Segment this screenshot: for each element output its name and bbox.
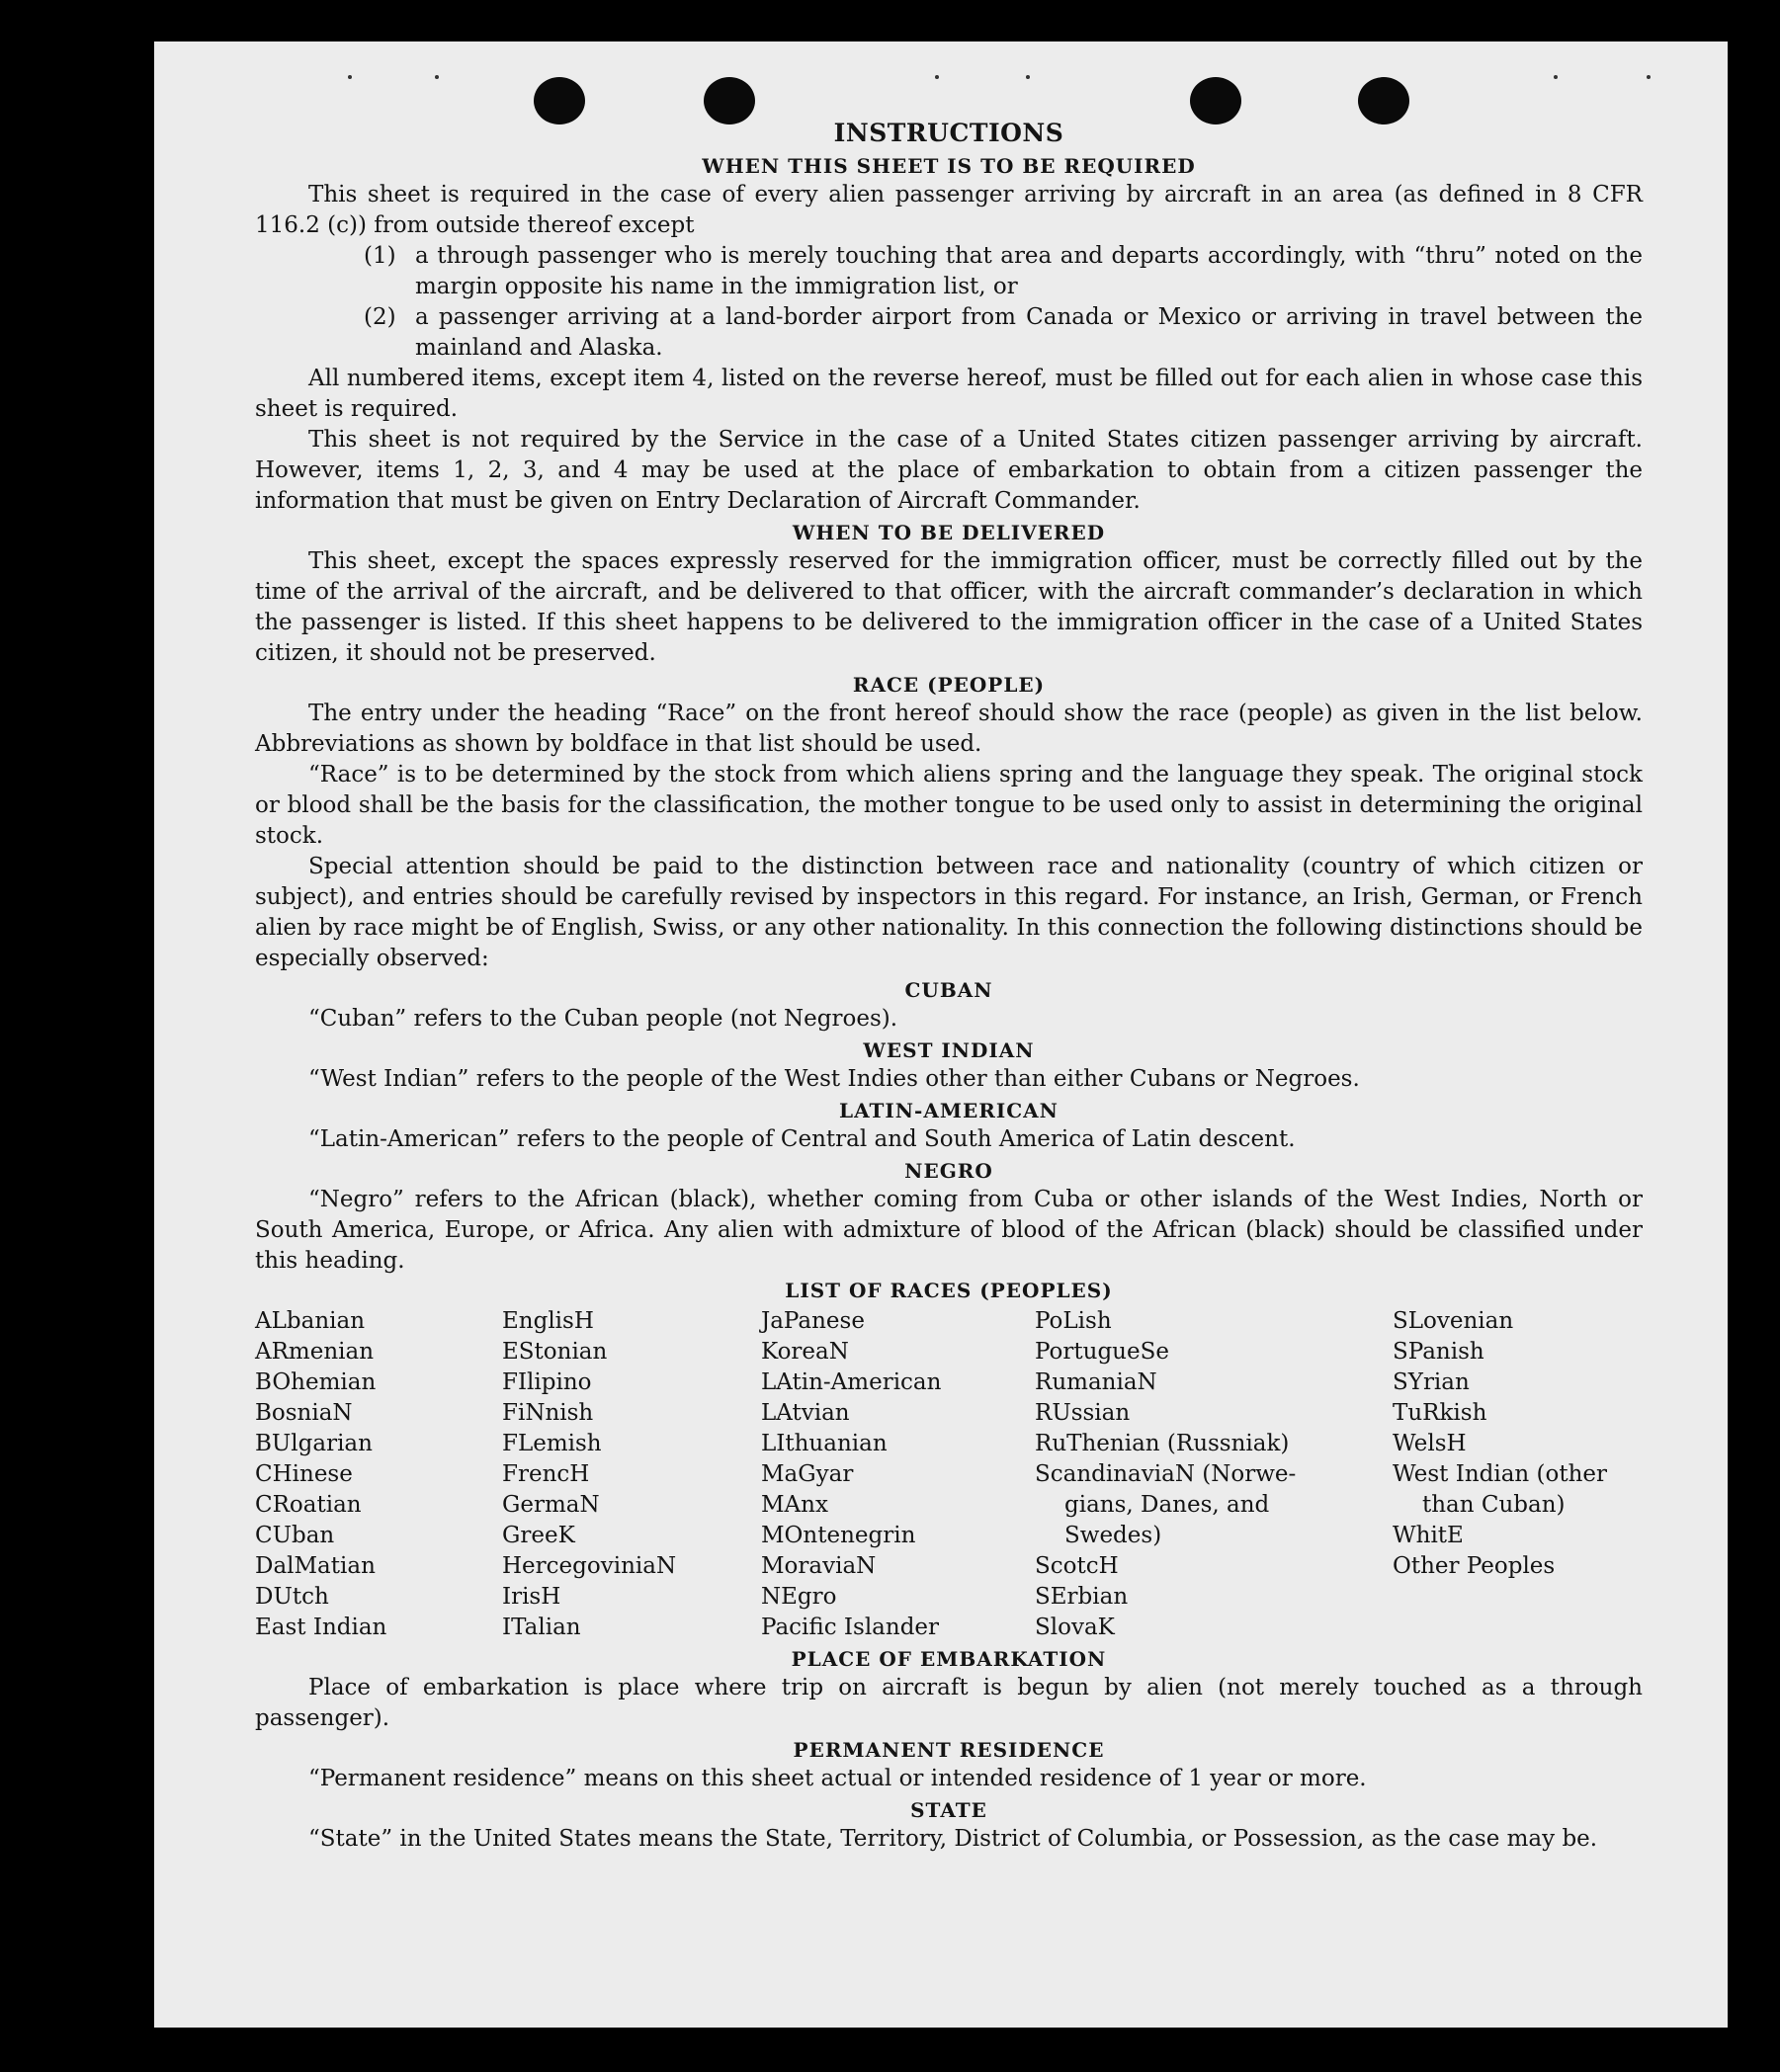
race-entry: PoLish (1035, 1308, 1112, 1334)
race-entry: ALbanian (255, 1308, 366, 1334)
section-heading: PERMANENT RESIDENCE (793, 1738, 1105, 1762)
race-entry: RUssian (1035, 1400, 1131, 1426)
race-entry: GreeK (502, 1523, 575, 1548)
race-entry: FiNnish (502, 1400, 594, 1426)
section-heading: STATE (910, 1798, 987, 1822)
race-entry: BOhemian (255, 1369, 377, 1395)
race-entry: MOntenegrin (761, 1523, 916, 1548)
item-number: (2) (364, 304, 396, 330)
races-column (1393, 1306, 1643, 1643)
race-entry: JaPanese (761, 1308, 865, 1334)
item-text: a passenger arriving at a land-border airport from Canada or Mexico or arriving in travel between the mainland and Alaska. (415, 304, 1643, 361)
races-column (761, 1306, 1035, 1643)
race-entry: RumaniaN (1035, 1369, 1157, 1395)
race-entry: ScandinaviaN (Norwe- (1035, 1461, 1297, 1487)
instructions-text (255, 117, 1643, 1855)
speck (1026, 75, 1030, 79)
race-entry: BUlgarian (255, 1431, 373, 1456)
section-heading: WHEN TO BE DELIVERED (792, 521, 1106, 544)
race-entry: FIlipino (502, 1369, 592, 1395)
paragraph: All numbered items, except item 4, listed on the reverse hereof, must be filled out for each alien in whose case this sheet is required. (255, 366, 1643, 422)
race-entry: CUban (255, 1523, 335, 1548)
speck (435, 75, 439, 79)
race-entry: EStonian (502, 1339, 608, 1365)
race-entry: LAtvian (761, 1400, 850, 1426)
paragraph: “Negro” refers to the African (black), whether coming from Cuba or other islands of the West Indies, North or South America, Europe, or Africa. Any alien with admixture of blood of the African (black) should be classified under this heading. (255, 1187, 1643, 1274)
race-entry: SLovenian (1393, 1308, 1514, 1334)
paragraph: The entry under the heading “Race” on the front hereof should show the race (people) as given in the list below. Abbreviations as shown by boldface in that list should be used. (255, 701, 1643, 757)
speck (348, 75, 352, 79)
race-entry: LIthuanian (761, 1431, 888, 1456)
paragraph: “Permanent residence” means on this sheet actual or intended residence of 1 year or more. (308, 1766, 1367, 1791)
race-entry: ITalian (502, 1615, 581, 1640)
speck (1647, 75, 1651, 79)
paragraph: “Cuban” refers to the Cuban people (not Negroes). (308, 1006, 898, 1032)
race-entry: EnglisH (502, 1308, 594, 1334)
race-entry: DUtch (255, 1584, 329, 1610)
race-entry: FLemish (502, 1431, 602, 1456)
race-entry: IrisH (502, 1584, 561, 1610)
race-entry: MAnx (761, 1492, 828, 1518)
race-entry: FrencH (502, 1461, 590, 1487)
item-text: a through passenger who is merely touching that area and departs accordingly, with “thru” noted on the margin opposite his name in the immigration list, or (415, 243, 1643, 299)
race-entry: LAtin-American (761, 1369, 942, 1395)
race-entry: NEgro (761, 1584, 837, 1610)
race-entry: West Indian (other (1393, 1461, 1608, 1487)
paragraph: This sheet is required in the case of every alien passenger arriving by aircraft in an area (as defined in 8 CFR 116.2 (c)) from outside thereof except (255, 182, 1643, 238)
race-entry: MoraviaN (761, 1553, 877, 1579)
paragraph: Place of embarkation is place where trip on aircraft is begun by alien (not merely touched as a through passenger). (255, 1675, 1643, 1731)
section-heading: CUBAN (904, 978, 993, 1002)
list-item (255, 302, 1643, 364)
speck (1554, 75, 1558, 79)
race-entry: gians, Danes, and (1064, 1492, 1270, 1518)
race-entry: RuThenian (Russniak) (1035, 1431, 1290, 1456)
race-entry: BosniaN (255, 1400, 353, 1426)
section-heading: LIST OF RACES (PEOPLES) (785, 1279, 1113, 1302)
races-column (255, 1306, 502, 1643)
race-entry: DalMatian (255, 1553, 376, 1579)
race-entry: Other Peoples (1393, 1553, 1556, 1579)
race-entry: East Indian (255, 1615, 387, 1640)
race-entry: ARmenian (255, 1339, 375, 1365)
race-entry: Pacific Islander (761, 1615, 940, 1640)
race-entry: MaGyar (761, 1461, 854, 1487)
list-item (255, 241, 1643, 302)
race-entry: SlovaK (1035, 1615, 1115, 1640)
race-entry: GermaN (502, 1492, 600, 1518)
section-heading: WEST INDIAN (863, 1038, 1035, 1062)
race-entry: PortugueSe (1035, 1339, 1169, 1365)
paragraph: This sheet is not required by the Service in the case of a United States citizen passenger arriving by aircraft. However, items 1, 2, 3, and 4 may be used at the place of embarkation to obtain from a citizen passenger the information that must be given on Entry Declaration of Aircraft Commander. (255, 427, 1643, 514)
race-entry: SYrian (1393, 1369, 1470, 1395)
race-entry: than Cuban) (1422, 1492, 1566, 1518)
race-entry: SErbian (1035, 1584, 1129, 1610)
race-entry: WelsH (1393, 1431, 1467, 1456)
paragraph: “West Indian” refers to the people of the West Indies other than either Cubans or Negroes. (308, 1066, 1360, 1092)
race-entry: WhitE (1393, 1523, 1464, 1548)
race-entry: KoreaN (761, 1339, 849, 1365)
races-column (502, 1306, 761, 1643)
section-heading: WHEN THIS SHEET IS TO BE REQUIRED (702, 154, 1196, 178)
paragraph: Special attention should be paid to the distinction between race and nationality (country of which citizen or subject), and entries should be carefully revised by inspectors in this regard. For instance, an Irish, German, or French alien by race might be of English, Swiss, or any other nationality. In this connection the following distinctions should be especially observed: (255, 854, 1643, 971)
race-entry: CHinese (255, 1461, 353, 1487)
paragraph: This sheet, except the spaces expressly reserved for the immigration officer, must be correctly filled out by the time of the arrival of the aircraft, and be delivered to that officer, with the aircraft commander’s declaration in which the passenger is listed. If this sheet happens to be delivered to the immigration officer in the case of a United States citizen, it should not be preserved. (255, 548, 1643, 666)
page-title: INSTRUCTIONS (833, 119, 1064, 147)
section-heading: NEGRO (904, 1159, 993, 1183)
section-heading: RACE (PEOPLE) (852, 673, 1046, 697)
speck (935, 75, 939, 79)
race-entry: HercegoviniaN (502, 1553, 677, 1579)
race-entry: ScotcH (1035, 1553, 1119, 1579)
document-page (154, 41, 1728, 2028)
paragraph: “State” in the United States means the State, Territory, District of Columbia, or Possession, as the case may be. (308, 1826, 1598, 1852)
paragraph: “Latin-American” refers to the people of Central and South America of Latin descent. (308, 1126, 1296, 1152)
section-heading: PLACE OF EMBARKATION (791, 1647, 1107, 1671)
race-entry: Swedes) (1064, 1523, 1162, 1548)
races-list (255, 1306, 1643, 1643)
item-number: (1) (364, 243, 396, 269)
race-entry: CRoatian (255, 1492, 362, 1518)
race-entry: SPanish (1393, 1339, 1484, 1365)
races-column (1035, 1306, 1393, 1643)
race-entry: TuRkish (1393, 1400, 1487, 1426)
paragraph: “Race” is to be determined by the stock from which aliens spring and the language they speak. The original stock or blood shall be the basis for the classification, the mother tongue to be used only to assist in determining the original stock. (255, 762, 1643, 849)
section-heading: LATIN-AMERICAN (839, 1099, 1059, 1122)
